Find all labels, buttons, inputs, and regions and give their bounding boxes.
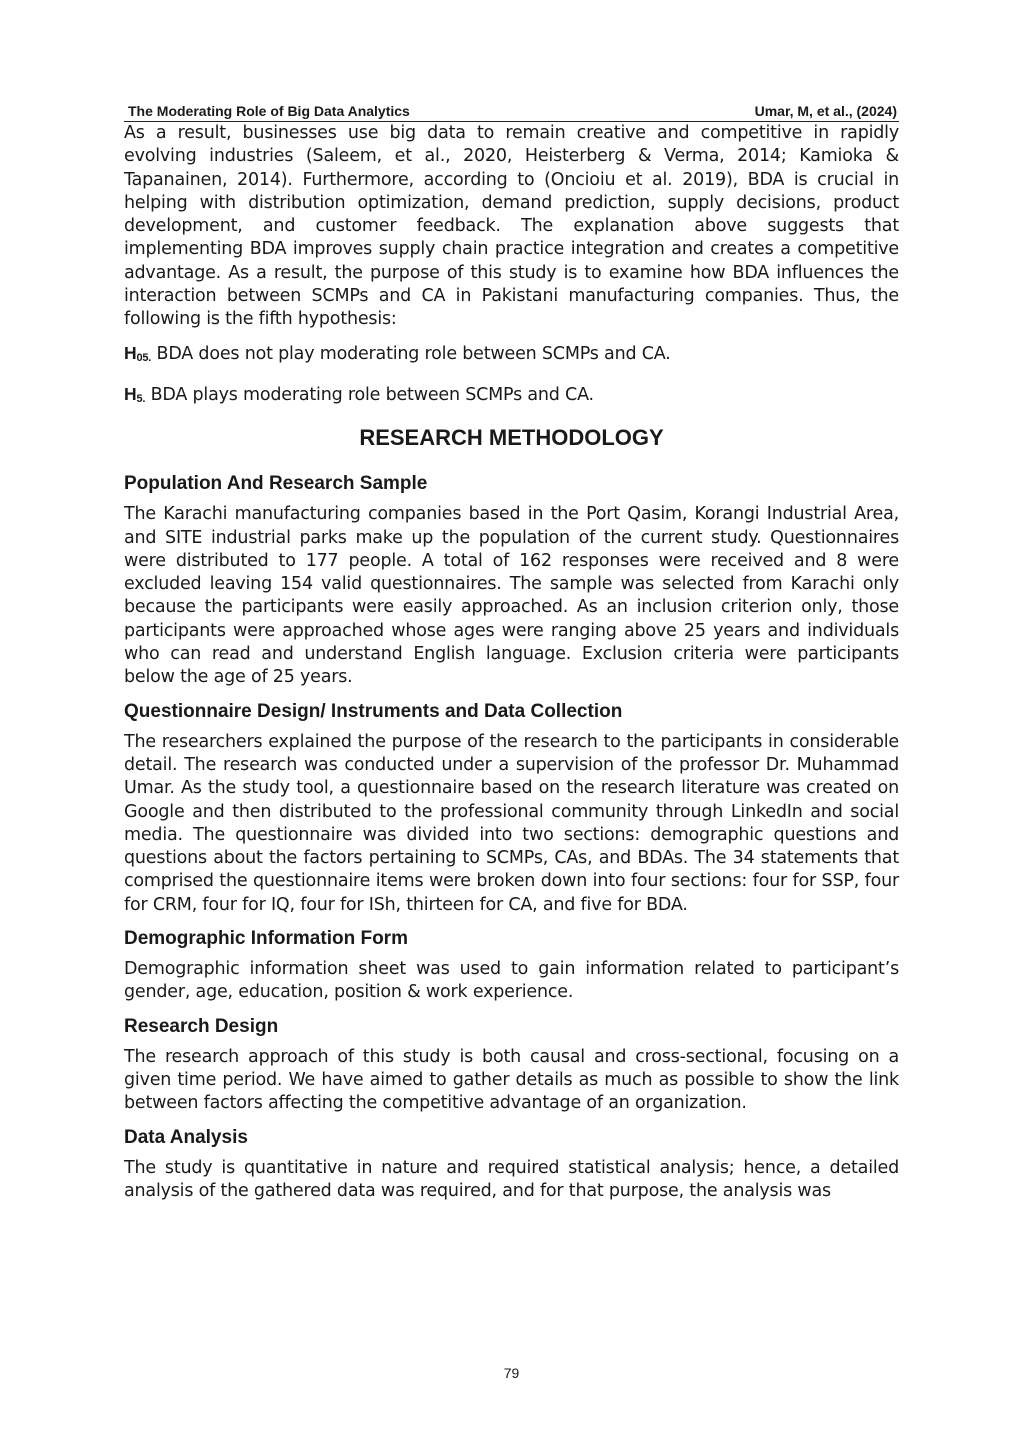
subsection-body-questionnaire: The researchers explained the purpose of the research to the participants in considerable detail. The research was conducted under a supervision of the professor Dr. Muhammad Umar. As the study tool, a questionnaire based on the research literature was created on Google and then distributed to the professional community through LinkedIn and social media. The questionnaire was divided into two sections: demographic questions and questions about the factors pertaining to SCMPs, CAs, and BDAs. The 34 statements that comprised the questionnaire items were broken down into four sections: four for SSP, four for CRM, four for IQ, four for ISh, thirteen for CA, and five for BDA.	[124, 731, 899, 915]
hypothesis-alternative	[124, 383, 899, 411]
running-header	[124, 102, 899, 122]
hypothesis-label: $H_{5.}$	[124, 383, 146, 405]
page-number: 79	[503, 1365, 520, 1381]
hypothesis-text: BDA does not play moderating role between SCMPs and CA.	[151, 343, 671, 364]
subsection-heading-population: Population And Research Sample	[124, 473, 428, 495]
running-header-citation: Umar, M, et al., (2024)	[754, 103, 897, 119]
hypothesis-label: $H_{05.}$	[124, 342, 152, 364]
subsection-heading-questionnaire: Questionnaire Design/ Instruments and Data Collection	[124, 700, 623, 722]
subsection-body-research-design: The research approach of this study is both causal and cross-sectional, focusing on a given time period. We have aimed to gather details as much as possible to show the link between factors affecting the competitive advantage of an organization.	[124, 1046, 899, 1114]
intro-paragraph: As a result, businesses use big data to remain creative and competitive in rapidly evolving industries (Saleem, et al., 2020, Heisterberg & Verma, 2014; Kamioka & Tapanainen, 2014). Furthermore, according to (Oncioiu et al. 2019), BDA is crucial in helping with distribution optimization, demand prediction, supply decisions, product development, and customer feedback. The explanation above suggests that implementing BDA improves supply chain practice integration and creates a competitive advantage. As a result, the purpose of this study is to examine how BDA influences the interaction between SCMPs and CA in Pakistani manufacturing companies. Thus, the following is the fifth hypothesis:	[124, 123, 899, 330]
section-title: RESEARCH METHODOLOGY	[359, 425, 664, 451]
subsection-heading-research-design: Research Design	[124, 1015, 279, 1037]
subsection-body-demographic: Demographic information sheet was used to gain information related to participant’s gender, age, education, position & work experience.	[124, 959, 899, 1003]
subsection-body-population: The Karachi manufacturing companies based in the Port Qasim, Korangi Industrial Area, and SITE industrial parks make up the population of the current study. Questionnaires were distributed to 177 people. A total of 162 responses were received and 8 were excluded leaving 154 valid questionnaires. The sample was selected from Karachi only because the participants were easily approached. As an inclusion criterion only, those participants were approached whose ages were ranging above 25 years and individuals who can read and understand English language. Exclusion criteria were participants below the age of 25 years.	[124, 504, 899, 688]
subsection-heading-demographic: Demographic Information Form	[124, 928, 408, 950]
subsection-heading-data-analysis: Data Analysis	[124, 1126, 248, 1148]
hypothesis-text: BDA plays moderating role between SCMPs and CA.	[145, 384, 594, 405]
page-body	[124, 102, 899, 1203]
subsection-body-data-analysis: The study is quantitative in nature and required statistical analysis; hence, a detailed analysis of the gathered data was required, and for that purpose, the analysis was	[124, 1157, 899, 1201]
running-header-title: The Moderating Role of Big Data Analytics	[128, 103, 410, 119]
hypothesis-null	[124, 342, 899, 370]
